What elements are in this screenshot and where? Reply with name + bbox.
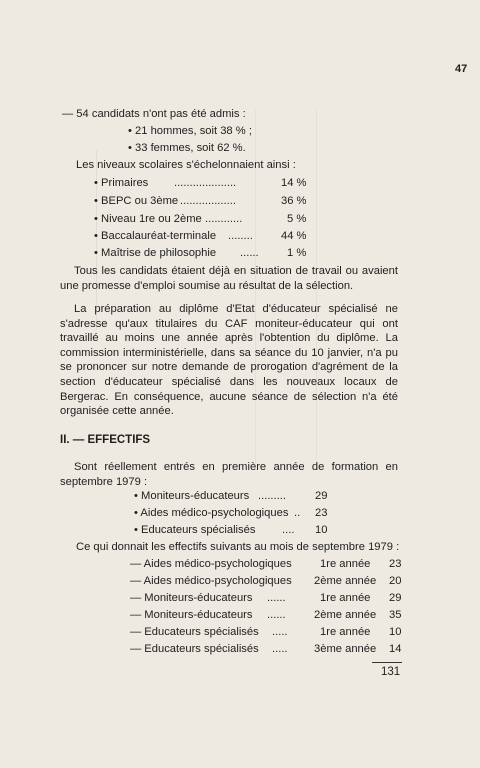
effectif-value: 10: [389, 626, 402, 638]
level-label: • Niveau 1re ou 2ème: [94, 213, 202, 225]
paragraph-candidates-working: Tous les candidats étaient déjà en situation de travail ou avaient une promesse d'emploi soumise au résultat de la sélection.: [60, 265, 398, 292]
level-value: 36 %: [281, 195, 307, 207]
effectif-value: 14: [389, 643, 402, 655]
level-dots: ....................: [174, 177, 237, 189]
effectif-value: 23: [389, 558, 402, 570]
footer-rule: [372, 662, 402, 663]
level-dots: ............: [205, 213, 243, 225]
effectif-dots: ......: [267, 592, 286, 604]
effectif-dots: .....: [272, 626, 288, 638]
effectif-label: — Educateurs spécialisés: [130, 626, 259, 638]
bottom-page-number: 131: [381, 666, 401, 678]
women-line: • 33 femmes, soit 62 %.: [128, 142, 246, 154]
effectif-dots: .....: [272, 643, 288, 655]
effectif-year: 2ème année: [314, 609, 377, 621]
level-label: • Baccalauréat-terminale: [94, 230, 217, 242]
level-dots: ..................: [180, 195, 236, 207]
entry-value: 29: [315, 490, 328, 502]
effectif-value: 20: [389, 575, 402, 587]
entry-label: • Moniteurs-éducateurs: [134, 490, 250, 502]
effectif-year: 1re année: [320, 558, 371, 570]
effectif-label: — Aides médico-psychologiques: [130, 575, 292, 587]
levels-heading: Les niveaux scolaires s'échelonnaient ainsi :: [76, 159, 296, 171]
entry-label: • Educateurs spécialisés: [134, 524, 256, 536]
level-dots: ......: [240, 247, 259, 259]
effectif-dots: ......: [267, 609, 286, 621]
entries-intro: Sont réellement entrés en première année de formation en septembre 1979 :: [60, 461, 398, 488]
effectif-label: — Aides médico-psychologiques: [130, 558, 292, 570]
entry-value: 23: [315, 507, 328, 519]
level-value: 44 %: [281, 230, 307, 242]
effectif-label: — Moniteurs-éducateurs: [130, 592, 253, 604]
top-page-number: 47: [455, 63, 468, 75]
not-admitted-line: — 54 candidats n'ont pas été admis :: [62, 108, 246, 120]
level-label: • BEPC ou 3ème: [94, 195, 179, 207]
level-value: 1 %: [287, 247, 307, 259]
level-value: 14 %: [281, 177, 307, 189]
effectifs-intro: Ce qui donnait les effectifs suivants au mois de septembre 1979 :: [76, 541, 400, 553]
level-label: • Primaires: [94, 177, 149, 189]
entry-dots: ..: [294, 507, 301, 519]
men-line: • 21 hommes, soit 38 % ;: [128, 125, 252, 137]
effectif-value: 35: [389, 609, 402, 621]
effectif-year: 3ème année: [314, 643, 377, 655]
effectif-label: — Moniteurs-éducateurs: [130, 609, 253, 621]
paragraph-diploma-preparation: La préparation au diplôme d'Etat d'éducateur spécialisé ne s'adresse qu'aux titulaires du CAF moniteur-éducateur qui ont travaillé au moins une année après l'obtention du diplôme. La commission interministérielle, dans sa séance du 10 janvier, n'a pu se prononcer sur notre demande de prorogation d'agrément de la section d'éducateur spécialisé dans les nouveaux locaux de Bergerac. En conséquence, aucune séance de sélection n'a été organisée cette année.: [60, 303, 398, 418]
entry-dots: ....: [282, 524, 295, 536]
entry-label: • Aides médico-psychologiques: [134, 507, 289, 519]
effectif-year: 1re année: [320, 626, 371, 638]
effectif-label: — Educateurs spécialisés: [130, 643, 259, 655]
effectif-year: 1re année: [320, 592, 371, 604]
entry-value: 10: [315, 524, 328, 536]
level-dots: ........: [228, 230, 253, 242]
effectif-year: 2ème année: [314, 575, 377, 587]
level-label: • Maîtrise de philosophie: [94, 247, 217, 259]
level-value: 5 %: [287, 213, 307, 225]
entry-dots: .........: [258, 490, 286, 502]
section-heading-effectifs: II. — EFFECTIFS: [60, 434, 151, 446]
effectif-value: 29: [389, 592, 402, 604]
